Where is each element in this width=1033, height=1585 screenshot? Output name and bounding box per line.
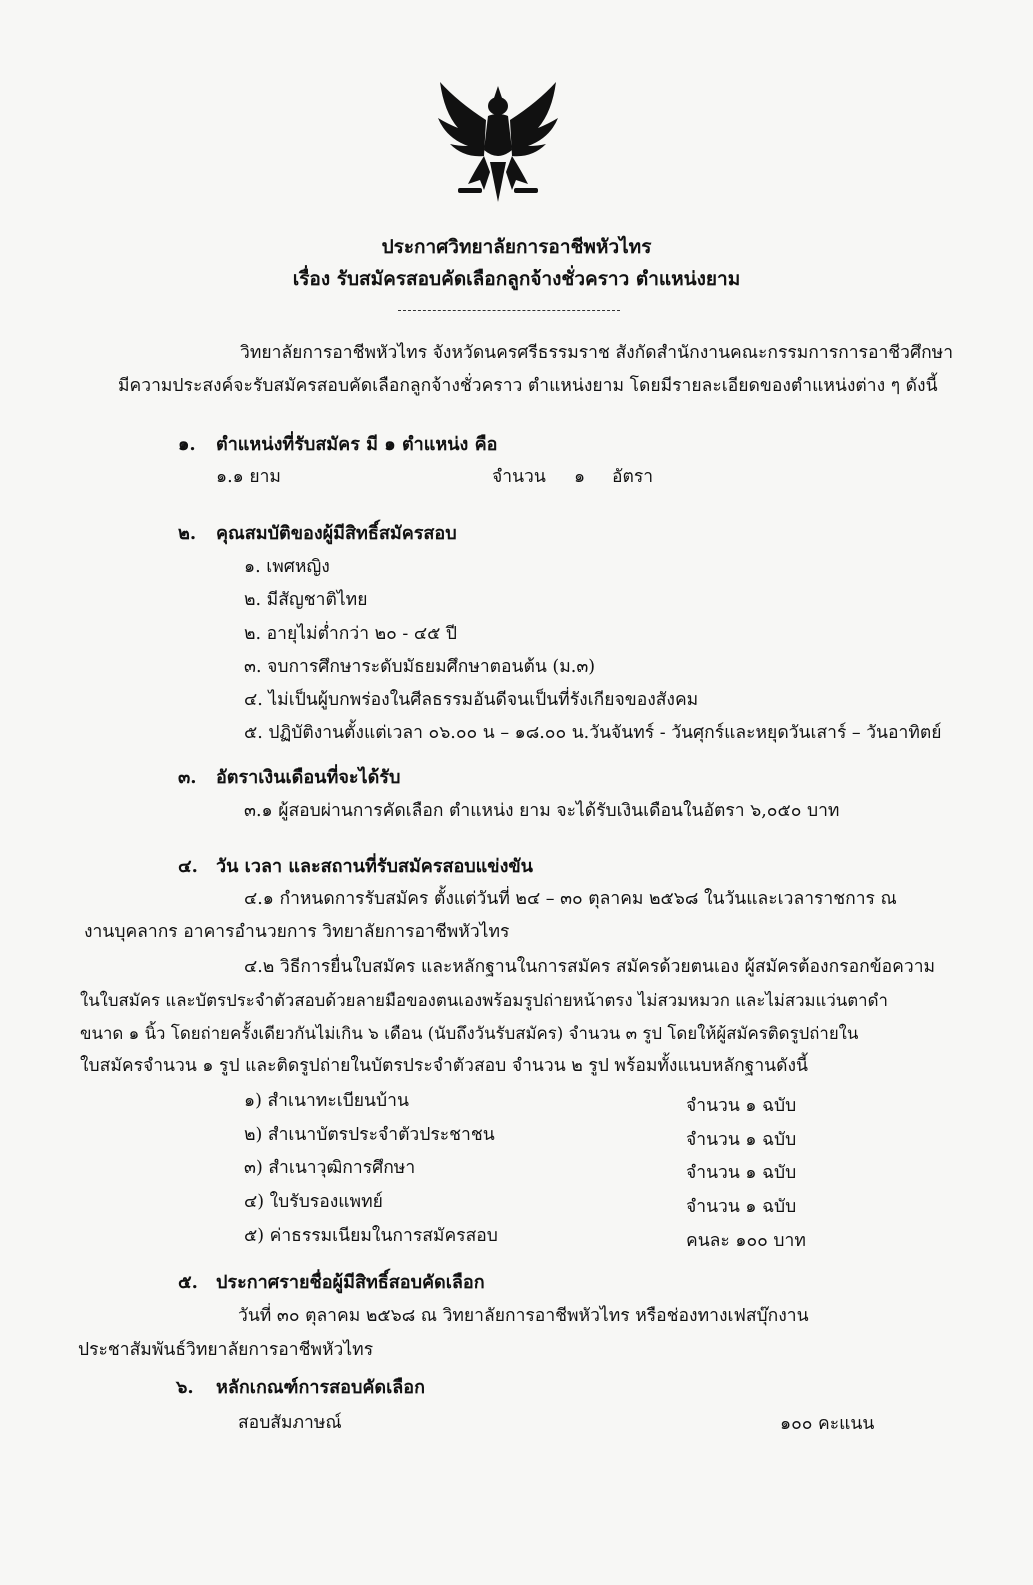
announcement-title: ประกาศวิทยาลัยการอาชีพหัวไทร <box>381 236 652 258</box>
section-6-score: ๑๐๐ คะแนน <box>780 1414 875 1434</box>
document-item-label: ๓) สำเนาวุฒิการศึกษา <box>244 1158 416 1178</box>
section-4-paragraph-2-line-2: ในใบสมัคร และบัตรประจำตัวสอบด้วยลายมือของตนเองพร้อมรูปถ่ายหน้าตรง ไม่สวมหมวก และไม่สวมแว่นตาดำ <box>80 990 888 1010</box>
section-1-title: ตำแหน่งที่รับสมัคร มี ๑ ตำแหน่ง คือ <box>216 434 498 455</box>
document-item-qty: คนละ ๑๐๐ บาท <box>686 1231 806 1251</box>
section-5-number: ๕. <box>178 1272 198 1293</box>
section-5-line-2: ประชาสัมพันธ์วิทยาลัยการอาชีพหัวไทร <box>78 1340 374 1360</box>
qualification-item: ๑. เพศหญิง <box>244 557 330 577</box>
qualification-item: ๔. ไม่เป็นผู้บกพร่องในศีลธรรมอันดีจนเป็นที่รังเกียจของสังคม <box>244 690 699 710</box>
section-4-paragraph-2-line-4: ใบสมัครจำนวน ๑ รูป และติดรูปถ่ายในบัตรประจำตัวสอบ จำนวน ๒ รูป พร้อมทั้งแนบหลักฐานดังนี้ <box>80 1056 809 1076</box>
section-1-count-number: ๑ <box>574 467 586 487</box>
intro-line-1: วิทยาลัยการอาชีพหัวไทร จังหวัดนครศรีธรรมราช สังกัดสำนักงานคณะกรรมการการอาชีวศึกษา <box>240 343 954 363</box>
section-5-line-1: วันที่ ๓๐ ตุลาคม ๒๕๖๘ ณ วิทยาลัยการอาชีพหัวไทร หรือช่องทางเฟสบุ๊กงาน <box>238 1306 809 1326</box>
section-4-paragraph-2-line-3: ขนาด ๑ นิ้ว โดยถ่ายครั้งเดียวกันไม่เกิน ๖ เดือน (นับถึงวันรับสมัคร) จำนวน ๓ รูป โดยให้ผู้สมัครติดรูปถ่ายใน <box>80 1023 859 1043</box>
section-6-number: ๖. <box>176 1377 194 1398</box>
qualification-item: ๕. ปฏิบัติงานตั้งแต่เวลา ๐๖.๐๐ น – ๑๘.๐๐ น.วันจันทร์ - วันศุกร์และหยุดวันเสาร์ – วันอาทิตย์ <box>244 723 942 743</box>
document-item-qty: จำนวน ๑ ฉบับ <box>686 1197 797 1217</box>
section-4-paragraph-2-line-1: ๔.๒ วิธีการยื่นใบสมัคร และหลักฐานในการสมัคร สมัครด้วยตนเอง ผู้สมัครต้องกรอกข้อความ <box>244 957 936 977</box>
section-5-title: ประกาศรายชื่อผู้มีสิทธิ์สอบคัดเลือก <box>216 1272 485 1293</box>
section-4-number: ๔. <box>178 856 198 877</box>
intro-line-2: มีความประสงค์จะรับสมัครสอบคัดเลือกลูกจ้างชั่วคราว ตำแหน่งยาม โดยมีรายละเอียดของตำแหน่งต่าง ๆ ดังนี้ <box>118 376 938 396</box>
section-1-number: ๑. <box>178 434 196 455</box>
document-item-qty: จำนวน ๑ ฉบับ <box>686 1163 797 1183</box>
section-2-title: คุณสมบัติของผู้มีสิทธิ์สมัครสอบ <box>216 523 457 544</box>
qualification-item: ๓. จบการศึกษาระดับมัธยมศึกษาตอนต้น (ม.๓) <box>244 657 596 677</box>
garuda-emblem-icon <box>428 72 568 210</box>
section-3-number: ๓. <box>178 767 197 788</box>
divider <box>398 310 620 311</box>
qualification-item: ๒. อายุไม่ต่ำกว่า ๒๐ - ๔๕ ปี <box>244 624 458 644</box>
salary-item: ๓.๑ ผู้สอบผ่านการคัดเลือก ตำแหน่ง ยาม จะได้รับเงินเดือนในอัตรา ๖,๐๕๐ บาท <box>244 801 840 821</box>
section-3-title: อัตราเงินเดือนที่จะได้รับ <box>216 767 401 788</box>
section-1-count-unit: อัตรา <box>612 467 654 487</box>
section-2-number: ๒. <box>178 523 197 544</box>
section-4-title: วัน เวลา และสถานที่รับสมัครสอบแข่งขัน <box>216 856 533 877</box>
section-1-item-label: ๑.๑ ยาม <box>216 467 281 487</box>
document-item-label: ๔) ใบรับรองแพทย์ <box>244 1192 383 1212</box>
section-1-count-label: จำนวน <box>492 467 546 487</box>
section-4-paragraph-1-line-1: ๔.๑ กำหนดการรับสมัคร ตั้งแต่วันที่ ๒๔ – ๓๐ ตุลาคม ๒๕๖๘ ในวันและเวลาราชการ ณ <box>244 889 897 909</box>
document-item-label: ๑) สำเนาทะเบียนบ้าน <box>244 1091 409 1111</box>
document-item-qty: จำนวน ๑ ฉบับ <box>686 1130 797 1150</box>
section-6-item: สอบสัมภาษณ์ <box>238 1413 342 1433</box>
document-item-label: ๕) ค่าธรรมเนียมในการสมัครสอบ <box>244 1226 498 1246</box>
qualification-item: ๒. มีสัญชาติไทย <box>244 590 368 610</box>
document-item-qty: จำนวน ๑ ฉบับ <box>686 1096 797 1116</box>
section-4-paragraph-1-line-2: งานบุคลากร อาคารอำนวยการ วิทยาลัยการอาชีพหัวไทร <box>84 922 510 942</box>
announcement-subject: เรื่อง รับสมัครสอบคัดเลือกลูกจ้างชั่วคราว ตำแหน่งยาม <box>292 268 741 290</box>
section-6-title: หลักเกณฑ์การสอบคัดเลือก <box>216 1377 426 1398</box>
document-item-label: ๒) สำเนาบัตรประจำตัวประชาชน <box>244 1125 495 1145</box>
